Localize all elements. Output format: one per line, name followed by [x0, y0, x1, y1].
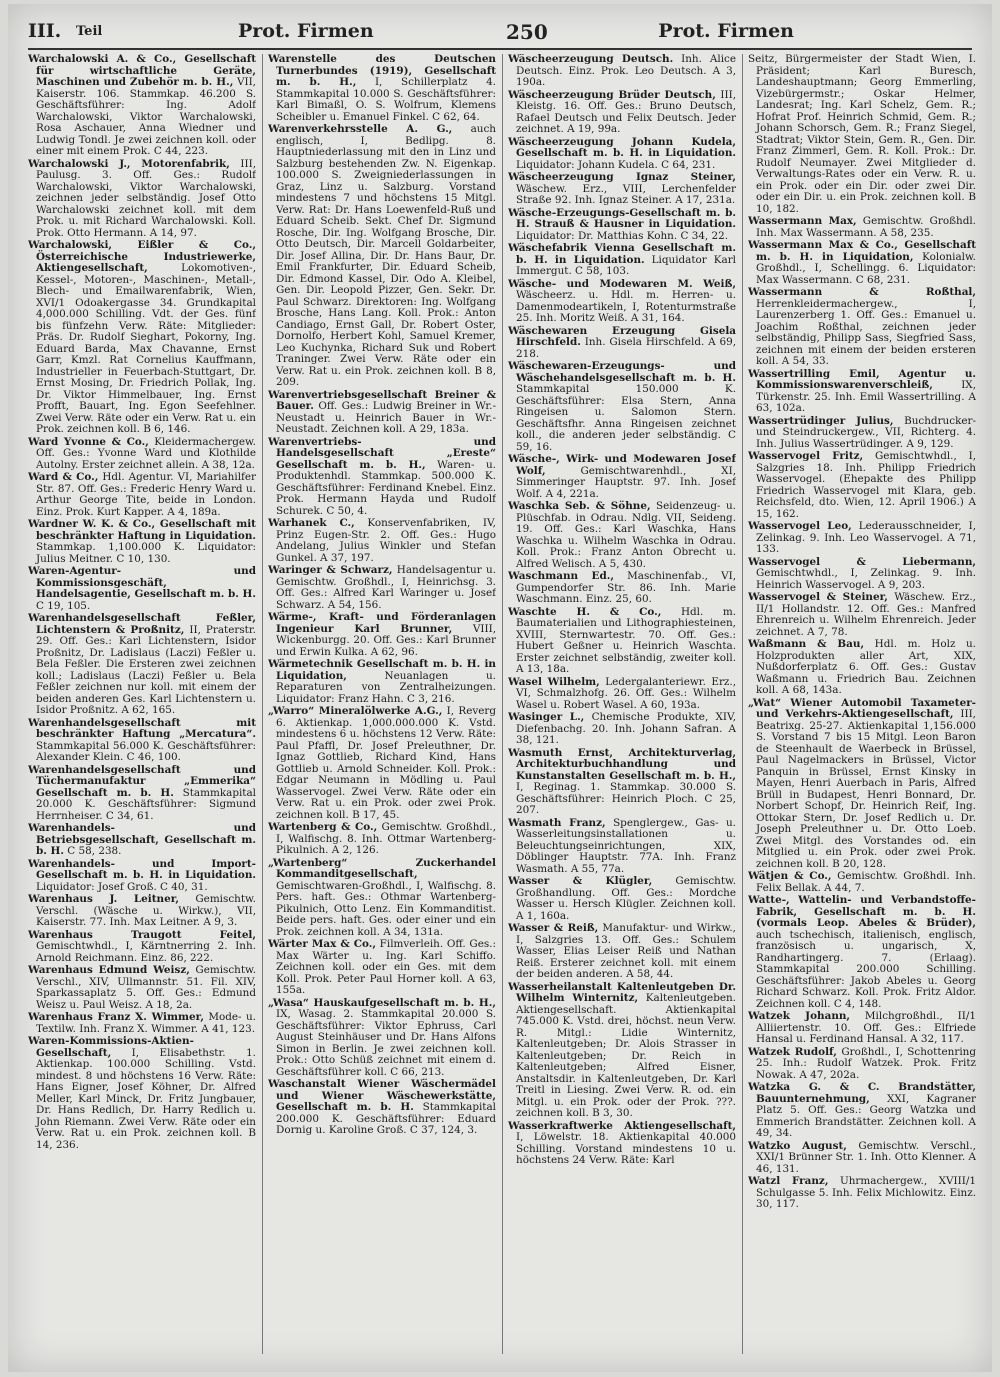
firm-name: Waschanstalt Wiener Wäschermädel und Wiener Wäschewerkstätte, Gesellschaft m. b. H. — [268, 1078, 496, 1113]
firm-name: Wasser & Klügler, — [508, 875, 653, 887]
firm-name: Wäscheerzeugung Deutsch. — [508, 54, 674, 65]
firm-name: Warenhandelsgesellschaft mit beschränkter Haftung „Mercatura“. — [28, 716, 256, 740]
firm-details: Handelsagentur u. Gemischtw. Großhdl., I, Heinrichsg. 3. Off. Ges.: Alfred Karl Waringer u. Josef Schwarz. A 54, 156. — [276, 564, 496, 611]
directory-entry — [508, 54, 736, 89]
directory-entry — [508, 748, 736, 817]
directory-entry — [508, 361, 736, 453]
firm-name: Wasservogel Leo, — [748, 520, 852, 532]
firm-name: Wassermann Max & Co., Gesellschaft m. b. H. in Liquidation, — [748, 239, 976, 263]
firm-details: Wäscheerz. u. Hdl. m. Herren- u. Damenmodeartikeln, I, Rotenturmstraße 25. Inh. Moritz Weiß. A 31, 164. — [516, 289, 736, 324]
firm-details: I, Elisabethstr. 1. Aktienkap. 100.000 Schilling. Vstd. mindest. 8 und höchstens 16 Verw. Räte: Hans Eigner, Josef Köhner, Dr. Alfred Meller, Karl Minck, Dr. Fritz Jungbauer, Dr. Hans Redlich, Dr. Harry Redlich u. John Riemann. Zwei Verw. Räte oder ein Verw. Rat u. ein Prok. zeichnen koll. B 14, 236. — [36, 1046, 256, 1151]
firm-details: III, Beatrixg. 25-27. Aktienkapital 1,156.000 S. Vorstand 7 bis 15 Mitgl. Leon Baron de Steenhault de Waerbeck in Brüssel, Paul Nagelmackers in Brüssel, Victor Panquin in Brüssel, Ernst Kinsky in Mayen, Henri Auerbach in Paris, Alfred Brüll in Budapest, Henri Bonnard, Dr. Norbert Schopf, Dr. Heinrich Reif, Ing. Ottokar Stern, Dr. Josef Redlich u. Dr. Joseph Preleuthner u. Dr. Otto Loeb. Zwei Mitgl. des Vorstandes od. ein Mitglied u. ein Prok. oder zwei Prok. zeichnen koll. B 20, 128. — [756, 708, 976, 870]
directory-entry — [268, 54, 496, 123]
firm-details: Milchgroßhdl., II/1 Alliiertenstr. 10. Off. Ges.: Elfriede Hansal u. Ferdinand Hansal. A 32, 117. — [756, 1010, 976, 1045]
directory-entry — [748, 287, 976, 368]
firm-name: Watzek Johann, — [748, 1010, 851, 1022]
firm-name: Wasser & Reiß, — [508, 922, 599, 934]
firm-name: Ward Yvonne & Co., — [28, 435, 149, 448]
firm-details: Wäschew. Erz., II/1 Hollandstr. 12. Off. Ges.: Manfred Ehrenreich u. Wilhelm Ehrenreich. Jeder zeichnet. A 7, 78. — [756, 591, 976, 638]
firm-details: IX, Wasag. 2. Stammkapital 20.000 S. Geschäftsführer: Viktor Ephruss, Carl August Steinhäuser und Dr. Hans Alfons Simon in Berlin. Je zwei zeichnen koll. Prok.: Otto Schüß zeichnet mit einem d. Geschäftsführer koll. C 66, 213. — [276, 1008, 496, 1078]
directory-entry — [508, 243, 736, 278]
directory-entry — [28, 718, 256, 764]
firm-name: Wasinger L., — [508, 711, 585, 723]
teil-label: Teil — [76, 24, 103, 39]
firm-name: Wasel Wilhelm, — [508, 675, 600, 688]
firm-details: Lederausschneider, I, Zelinkag. 9. Inh. Leo Wasservogel. A 71, 133. — [756, 520, 976, 555]
firm-details: I, Löwelstr. 18. Aktienkapital 40.000 Schilling. Vorstand mindestens 10 u. höchstens 24 Verw. Räte: Karl — [516, 1131, 736, 1166]
firm-details: Gemischtwarenhdl., XI, Simmeringer Hauptstr. 97. Inh. Josef Wolf. A 4, 221a. — [516, 464, 736, 500]
directory-entry — [28, 159, 256, 240]
firm-details: Buchdrucker- und Steindruckergew., VII, Richterg. 4. Inh. Julius Wassertrüdinger. A 9, 129. — [756, 414, 976, 450]
firm-details: Gemischtw. Verschl. (Wäsche u. Wirkw.), VII, Kaiserstr. 77. Inh. Max Leitner. A 9, 3. — [36, 893, 256, 928]
firm-name: Waringer & Schwarz, — [268, 564, 393, 576]
firm-name: Wassermann Max, — [748, 215, 857, 227]
directory-entry — [748, 521, 976, 556]
firm-details: Liquidator: Josef Groß. C 40, 31. — [36, 880, 208, 893]
firm-name: „Wasa“ Hauskaufgesellschaft m. b. H., — [268, 996, 496, 1009]
directory-entry — [268, 998, 496, 1079]
firm-name: Wäsche-Erzeugungs-Gesellschaft m. b. H. Strauß & Hausner in Liquidation. — [508, 206, 736, 230]
firm-name: Waren-Kommissions-Aktien-Gesellschaft, — [28, 1035, 194, 1059]
firm-details: C 58, 238. — [67, 845, 122, 857]
directory-entry — [28, 1036, 256, 1151]
firm-details: Manufaktur- und Wirkw., I, Salzgries 13. Off. Ges.: Schulem Wasser, Elias Leiser Reiß und Nathan Reiß. Ersterer zeichnet koll. mit einem der beiden anderen. A 58, 44. — [516, 922, 736, 980]
directory-entry — [748, 895, 976, 1010]
firm-name: Watzek Rudolf, — [748, 1045, 837, 1058]
firm-name: Waßmann & Bau, — [748, 638, 865, 650]
firm-details: Herrenkleidermachergew., I, Laurenzerberg 1. Off. Ges.: Emanuel u. Joachim Roßthal, zeichnen jeder selbständig, Philipp Sass, Siegfried Sass, zeichnen mit einem der beiden ersteren koll. A 54, 33. — [756, 297, 976, 367]
firm-details: Liquidator: Johann Kudela. C 64, 231. — [516, 158, 716, 171]
column-1 — [28, 54, 256, 1362]
directory-entry — [748, 240, 976, 286]
directory-entry — [268, 390, 496, 436]
firm-name: Warenhaus Edmund Weisz, — [28, 964, 190, 976]
directory-entry — [28, 472, 256, 518]
directory-entry — [508, 454, 736, 500]
directory-entry — [28, 240, 256, 436]
firm-name: Wasserheilanstalt Kaltenleutgeben Dr. Wilhelm Winternitz, — [508, 980, 736, 1004]
directory-entry — [748, 1047, 976, 1082]
firm-details: Lokomotiven-, Kessel-, Motoren-, Maschinen-, Metall-, Blech- und Emailwarenfabrik, Wien, XVI/1 Odoakergasse 34. Grundkapital 4,000.000 Schilling. Vdt. der Ges. fünf bis fünfzehn Verw. Räte: Mitglieder: Präs. Dr. Rudolf Sieghart, Pokorny, Ing. Eduard Barda, Max Chavanne, Ernst Garr, Kmzl. Rat Cornelius Kauffmann, Industrieller in Feuerbach-Stuttgart, Dr. Ernst Mosing, Dr. Friedrich Pollak, Ing. Dr. Viktor Himmelbauer, Ing. Ernst Profft, Bauart, Ing. Egon Seefehlner. Zwei Verw. Räte oder ein Verw. Rat u. ein Prok. zeichnen koll. B 6, 146. — [36, 262, 256, 435]
firm-details: Kaltenleutgeben. Aktiengesellschaft. Aktienkapital 745.000 K. Vstd. drei, höchst. neun Verw. R. Mitgl.: Lidie Winternitz, Kaltenleutgeben; Dr. Alois Strasser in Kaltenleutgeben; Dr. Reich in Kaltenleutgeben; Alfred Eisner, Anstaltsdir. in Kaltenleutgeben, Dr. Karl Treitl in Liesing. Zwei Verw. R. od. ein Mitgl. u. ein Prok. oder der Prok. ???. zeichnen koll. B 3, 30. — [516, 992, 736, 1119]
firm-details: I, Schillerplatz 4. Stammkapital 10.000 S. Geschäftsführer: Karl Bimaßl, O. S. Wolfrum, Klemens Scheibler u. Emanuel Finkel. C 62, 64. — [276, 76, 496, 123]
directory-entry — [508, 90, 736, 136]
firm-details: Stammkap. 1,100.000 K. Liquidator: Julius Meitner. C 10, 130. — [36, 541, 256, 565]
firm-details: Wäschew. Erz., VIII, Lerchenfelder Straße 92. Inh. Ignaz Steiner. A 17, 231a. — [516, 182, 736, 206]
page-header — [28, 20, 972, 46]
firm-details: Stammkapital 200.000 K. Geschäftsführer: Eduard Dornig u. Karoline Groß. C 37, 124, 3. — [276, 1101, 496, 1136]
directory-entry — [28, 765, 256, 823]
directory-entry — [508, 677, 736, 712]
directory-entry — [28, 54, 256, 158]
firm-details: Hdl. m. Holz u. Holzprodukten aller Art, XIX, Nußdorferplatz 6. Off. Ges.: Gustav Waßmann u. Friedrich Bau. Zeichnen koll. A 68, 143a. — [756, 638, 976, 696]
firm-details: Gemischtw. Großhdl. Inh. Felix Bellak. A 44, 7. — [756, 870, 976, 894]
directory-entry — [268, 437, 496, 518]
firm-name: Warenstelle des Deutschen Turnerbundes (1919), Gesellschaft m. b. H., — [268, 54, 496, 88]
directory-entry — [508, 818, 736, 876]
firm-details: auch tschechisch, italienisch, englisch, französisch u. ungarisch, X, Randhartingerg. 7. (Erlaag). Stammkapital 200.000 Schilling. Geschäftsführer: Jakob Abeles u. Georg Richard Schwarz. Koll. Prok. Fritz Aldor. Zeichnen koll. C 4, 148. — [756, 928, 976, 1010]
firm-name: Warchalowski J., Motorenfabrik, — [28, 157, 230, 170]
firm-details: Filmverleih. Off. Ges.: Max Wärter u. Ing. Karl Schiffo. Zeichnen koll. oder ein Ges. mit dem Koll. Prok. Peter Paul Horner koll. A 63, 155a. — [276, 938, 496, 996]
directory-entry — [268, 939, 496, 997]
firm-name: Warchalowski A. & Co., Gesellschaft für wirtschaftliche Geräte, Maschinen und Zubehör m. b. H., — [28, 54, 256, 88]
firm-details: Kolonialw. Großhdl., I, Schellingg. 6. Liquidator: Max Wassermann. C 68, 231. — [756, 250, 976, 286]
firm-name: Warenhandelsgesellschaft und Tüchermanufaktur „Emmerika“ Gesellschaft m. b. H. — [28, 763, 256, 799]
firm-details: C 19, 105. — [36, 599, 91, 612]
directory-entry — [28, 930, 256, 965]
firm-name: Wassertrüdinger Julius, — [748, 414, 894, 427]
column-2 — [268, 54, 496, 1362]
directory-entry — [268, 706, 496, 821]
firm-name: Wätjen & Co., — [748, 870, 832, 882]
firm-name: Warenhaus Traugott Feitel, — [28, 928, 256, 941]
directory-entry — [748, 871, 976, 894]
firm-name: Wäscheerzeugung Ignaz Steiner, — [508, 171, 736, 183]
firm-details: XXI, Kagraner Platz 5. Off. Ges.: Georg Watzka und Emmerich Brandstätter. Zeichnen koll. A 49, 34. — [756, 1092, 976, 1139]
firm-details: Uhrmachergew., XVIII/1 Schulgasse 5. Inh. Felix Michlowitz. Einz. 30, 117. — [756, 1175, 976, 1210]
running-title-left: Prot. Firmen — [238, 20, 374, 42]
directory-entry — [748, 216, 976, 239]
firm-details: Stammkapital 20.000 K. Geschäftsführer: Sigmund Herrnheiser. C 34, 61. — [36, 786, 256, 822]
firm-name: Wasserkraftwerke Aktiengesellschaft, — [508, 1119, 736, 1132]
firm-details: Stammkapital 150.000 K. Geschäftsführer: Elsa Stern, Anna Ringeisen u. Salomon Stern. Geschäftsfhr. Anna Ringeisen zeichnet koll., die anderen jeder selbständig. C 59, 16. — [516, 383, 736, 453]
directory-entry — [508, 571, 736, 606]
firm-name: Wärter Max & Co., — [268, 938, 376, 950]
directory-entry — [28, 965, 256, 1011]
directory-page — [8, 4, 992, 1372]
firm-details: Gemischtwhdl., I, Kärntnerring 2. Inh. Arnold Reichmann. Einz. 86, 222. — [36, 940, 256, 964]
directory-entry — [28, 613, 256, 717]
directory-entry — [508, 923, 736, 981]
directory-entry — [748, 592, 976, 638]
firm-details: Hdl. m. Baumaterialien und Lithographiesteinen, XVIII, Sternwartestr. 70. Off. Ges.: Hubert Geßner u. Heinrich Waschta. Erster zeichnet selbständig, zweiter koll. A 13, 18a. — [516, 605, 736, 675]
directory-entry — [268, 124, 496, 389]
directory-entry — [748, 1176, 976, 1211]
directory-entry — [268, 858, 496, 939]
firm-name: Wasmuth Ernst, Architekturverlag, Architekturbuchhandlung und Kunstanstalten Gesellschaft m. b. H., — [508, 746, 736, 782]
firm-name: Watte-, Wattelin- und Verbandstoffe-Fabrik, Gesellschaft m. b. H. (vormals Leop. Abeles & Brüder), — [748, 894, 976, 929]
firm-details: Seidenzeug- u. Plüschfab. in Odrau. Ndlg. VII, Seideng. 19. Off. Ges.: Karl Waschka, Hans Waschka u. Wilhelm Waschka in Odrau. Koll. Prok.: Franz Anton Obrecht u. Alfred Welisch. A 5, 430. — [516, 500, 736, 570]
firm-details: Gemischtw. Großhdl., I, Walfischg. 8. Inh. Ottmar Wartenberg-Pikulnich. A 2, 126. — [276, 821, 496, 856]
directory-entry — [508, 137, 736, 172]
directory-entry — [28, 437, 256, 472]
firm-details: Maschinenfab., VI, Gumpendorfer Str. 86. Inh. Marie Waschmann. Einz. 25, 60. — [516, 570, 736, 605]
directory-entry — [508, 326, 736, 361]
directory-entry — [268, 565, 496, 611]
firm-name: Wärme-, Kraft- und Förderanlagen Ingenieur Karl Brunner, — [268, 611, 496, 635]
firm-name: Warenhaus Franz X. Wimmer, — [28, 1011, 204, 1023]
directory-entry — [748, 639, 976, 697]
firm-details: I, Reverg 6. Aktienkap. 1,000.000.000 K. Vstd. mindestens 6 u. höchstens 12 Verw. Räte: Paul Pfaffl, Dr. Josef Preleuthner, Dr. Ignaz Gottlieb, Richard Kind, Hans Gottlieb u. Arnold Schneider. Koll. Prok.: Edgar Neumann in Mödling u. Paul Wasservogel. Zwei Verw. Räte oder ein Verw. Rat u. ein Prok. oder zwei Prok. zeichnen koll. B 17, 45. — [276, 705, 496, 821]
firm-details: Liquidator: Dr. Matthias Kohn. C 34, 22. — [516, 229, 729, 242]
directory-entry — [748, 1141, 976, 1176]
firm-details: Inh. Alice Deutsch. Einz. Prok. Leo Deutsch. A 3, 190a. — [516, 54, 736, 88]
firm-name: Waschmann Ed., — [508, 570, 614, 582]
columns — [28, 54, 978, 1362]
firm-name: Warhanek C., — [268, 517, 355, 529]
firm-name: Waschka Seb. & Söhne, — [508, 500, 651, 512]
firm-details: Gemischtwhdl., I, Zelinkag. 9. Inh. Heinrich Wasservogel. A 9, 203. — [756, 567, 976, 591]
firm-name: Warenhaus J. Leitner, — [28, 893, 180, 905]
firm-details: Off. Ges.: Ludwig Breiner in Wr.-Neustadt u. Heinrich Bauer in Wr.-Neustadt. Zeichnen koll. A 29, 183a. — [276, 400, 496, 435]
firm-details: VIII, Wickenburgg. 20. Off. Ges.: Karl Brunner und Erwin Kulka. A 62, 96. — [276, 622, 496, 658]
firm-details: Stammkapital 56.000 K. Geschäftsführer: Alexander Klein. C 46, 100. — [36, 739, 256, 763]
firm-details: Gemischtw. Verschl., XXI/1 Brünner Str. 1. Inh. Otto Klenner. A 46, 131. — [756, 1139, 976, 1175]
firm-name: Wasservogel & Liebermann, — [748, 555, 976, 568]
firm-name: „Wartenberg“ Zuckerhandel Kommanditgesellschaft, — [268, 856, 496, 880]
firm-name: Watzka G. & C. Brandstätter, Bauunternehmung, — [748, 1081, 976, 1105]
directory-entry — [508, 1121, 736, 1167]
firm-name: Wärmetechnik Gesellschaft m. b. H. in Liquidation, — [268, 658, 496, 682]
firm-name: Wasservogel & Steiner, — [748, 591, 888, 603]
firm-name: Wäschewaren Erzeugung Gisela Hirschfeld. — [508, 324, 736, 348]
firm-details: Kleidermachergew. Off. Ges.: Yvonne Ward und Klothilde Autolny. Erster zeichnet allein. A 38, 12a. — [36, 435, 256, 471]
firm-details: Hdl. Agentur. VI, Mariahilfer Str. 87. Off. Ges.: Frederic Henry Ward u. Arthur George Tite, beide in London. Einz. Prok. Kurt Kapper. A 4, 189a. — [36, 471, 256, 518]
firm-details: Inh. Gisela Hirschfeld. A 69, 218. — [516, 336, 736, 360]
directory-entry — [748, 451, 976, 520]
firm-details: Gemischtwaren-Großhdl., I, Walfischg. 8. Pers. haft. Ges.: Othmar Wartenberg-Pikulnich, Otto Lenz. Ein Kommanditist. Beide pers. haft. Ges. oder einer und ein Prok. zeichnen koll. A 34, 131a. — [276, 879, 496, 938]
firm-name: „Wat“ Wiener Automobil Taxameter- und Verkehrs-Aktiengesellschaft, — [748, 696, 976, 720]
volume-number: III. — [28, 20, 62, 42]
directory-entry — [268, 518, 496, 564]
directory-entry — [748, 416, 976, 451]
directory-entry — [508, 501, 736, 570]
firm-details: II, Praterstr. 29. Off. Ges.: Karl Lichtenstern, Isidor Proßnitz, Dr. Ladislaus (Laczi) Feßler u. Bela Feßler. Die Ersteren zwei zeichnen koll.; Ladislaus (Laczi) Feßler u. Bela Feßler zeichnen nur koll. mit einem der beiden anderen Ges. Karl Lichtenstern u. Isidor Proßnitz. A 62, 165. — [36, 623, 256, 716]
directory-entry — [28, 1012, 256, 1035]
firm-name: Wäsche-, Wirk- und Modewaren Josef Wolf, — [508, 453, 736, 477]
firm-name: Wartenberg & Co., — [268, 821, 378, 833]
firm-name: Warenvertriebs- und Handelsgesellschaft „Ereste“ Gesellschaft m. b. H., — [268, 435, 496, 471]
directory-entry — [268, 612, 496, 658]
firm-details: Großhdl., I, Schottenring 25. Inh.: Rudolf Watzek. Prok. Fritz Nowak. A 47, 202a. — [756, 1045, 976, 1081]
firm-details: Seitz, Bürgermeister der Stadt Wien, I. Präsident; Karl Buresch, Landeshauptmann; Georg Emmerling, Vizebürgermstr.; Oskar Helmer, Landesrat; Ing. Karl Schelz, Gem. R.; Hofrat Prof. Heinrich Schmid, Gem. R.; Johann Schorsch, Gem. R.; Franz Siegel, Stadtrat; Viktor Stein, Gem. R., Gen. Dir. Franz Zimmerl, Gem. R. Koll. Prok.: Dr. Rudolf Neumayer. Zwei Mitglieder d. Verwaltungs-Rates oder ein Verw. R. u. ein Prok. oder ein Dir. oder zwei Dir. oder ein Dir. u. ein Prok. zeichnen koll. B 10, 182. — [748, 54, 976, 215]
firm-name: Warenhandelsgesellschaft Feßler, Lichtenstern & Proßnitz, — [28, 612, 256, 636]
header-rule — [28, 48, 972, 50]
firm-name: Watzko August, — [748, 1139, 847, 1152]
firm-details: VII, Kaiserstr. 106. Stammkap. 46.200 S. Geschäftsführer: Ing. Adolf Warchalowski, Viktor Warchalowski, Rosa Aschauer, Anna Wiedner und Ludwig Tondl. Je zwei zeichnen koll. oder einer mit einem Prok. C 44, 223. — [36, 76, 256, 157]
directory-entry — [508, 279, 736, 325]
firm-name: Warenhandels- und Betriebsgesellschaft, Gesellschaft m. b. H. — [28, 822, 256, 857]
directory-entry — [508, 607, 736, 676]
directory-entry — [748, 557, 976, 592]
firm-name: Wassertrilling Emil, Agentur u. Kommissionswarenverschleiß, — [748, 367, 976, 391]
page-number: 250 — [506, 20, 548, 44]
directory-entry — [268, 659, 496, 705]
firm-name: Wäsche- und Modewaren M. Weiß, — [508, 277, 736, 290]
firm-details: Waren- u. Produktenhdl. Stammkap. 500.000 K. Geschäftsführer: Ferdinand Knebel. Einz. Prok. Hermann Hayda und Rudolf Schurek. C 50, 4. — [276, 458, 496, 517]
firm-name: Ward & Co., — [28, 471, 99, 483]
firm-details: III, Paulusg. 3. Off. Ges.: Rudolf Warchalowski, Viktor Warchalowski, zeichnen jeder selbständig. Josef Otto Warchalowski zeichnet koll. mit dem Prok. u. mit Richard Warchalowski. Koll. Prok. Otto Hermann. A 14, 97. — [36, 157, 256, 239]
directory-entry — [28, 519, 256, 565]
firm-details: Gemischtwhdl., I, Salzgries 18. Inh. Philipp Friedrich Wasservogel. (Ehepakte des Philipp Friedrich Wasservogel mit Klara, geb. Reichsfeld, dto. Wien, 12. April 1906.) A 15, 162. — [756, 450, 976, 520]
firm-name: Waren-Agentur- und Kommissionsgeschäft, Handelsagentie, Gesellschaft m. b. H. — [28, 565, 256, 600]
directory-entry — [28, 566, 256, 612]
firm-name: Watzl Franz, — [748, 1175, 829, 1187]
directory-entry — [748, 1082, 976, 1140]
directory-entry — [508, 172, 736, 207]
column-4 — [748, 54, 976, 1362]
firm-details: Gemischtw. Großhandlung. Off. Ges.: Mordche Wasser u. Hersch Klügler. Zeichnen koll. A 1, 160a. — [516, 875, 736, 922]
firm-details: Neuanlagen u. Reparaturen von Zentralheizungen. Liquidator: Franz Hahn. C 3, 216. — [276, 669, 496, 705]
firm-details: Spenglergew., Gas- u. Wasserleitungsinstallationen u. Beleuchtungseinrichtungen, XIX, Döblinger Hauptstr. 77A. Inh. Franz Wasmath. A 55, 77a. — [516, 816, 736, 875]
firm-name: „Warro“ Mineralölwerke A.G., — [268, 705, 443, 717]
directory-entry — [748, 369, 976, 415]
directory-entry — [508, 982, 736, 1120]
directory-entry — [748, 1011, 976, 1046]
firm-name: Wardner W. K. & Co., Gesellschaft mit beschränkter Haftung in Liquidation. — [28, 518, 256, 542]
firm-details: Mode- u. Textilw. Inh. Franz X. Wimmer. A 41, 123. — [36, 1011, 256, 1035]
firm-name: Warenvertriebsgesellschaft Breiner & Bauer. — [268, 388, 496, 412]
firm-name: Wasmath Franz, — [508, 816, 606, 829]
directory-entry — [268, 822, 496, 857]
directory-entry — [28, 894, 256, 929]
firm-name: Wassermann & Roßthal, — [748, 286, 976, 298]
firm-details: III, Kleistg. 16. Off. Ges.: Bruno Deutsch, Rafael Deutsch und Felix Deutsch. Jeder zeichnet. A 19, 99a. — [516, 88, 736, 135]
firm-details: Ledergalanteriewr. Erz., VI, Schmalzhofg. 26. Off. Ges.: Wilhelm Wasel u. Robert Wasel. A 60, 193a. — [516, 675, 736, 711]
firm-details: Gemischtw. Großhdl. Inh. Max Wassermann. A 58, 235. — [756, 215, 976, 239]
directory-entry — [508, 208, 736, 243]
firm-name: Warchalowski, Eißler & Co., Österreichische Industriewerke, Aktiengesellschaft, — [28, 239, 256, 274]
firm-details: Liquidator Karl Immergut. C 58, 103. — [516, 253, 736, 277]
directory-entry — [508, 712, 736, 747]
firm-details: Konservenfabriken, IV, Prinz Eugen-Str. 2. Off. Ges.: Hugo Andelang, Julius Winkler und Stefan Gunkel. A 37, 197. — [276, 517, 496, 564]
firm-name: Waschte H. & Co., — [508, 605, 662, 618]
firm-details: IX, Türkenstr. 25. Inh. Emil Wassertrilling. A 63, 102a. — [756, 379, 976, 414]
directory-entry — [748, 54, 976, 215]
directory-entry — [28, 823, 256, 858]
directory-entry — [748, 698, 976, 871]
directory-entry — [268, 1079, 496, 1137]
firm-details: Gemischtw. Verschl., XIV, Ullmannstr. 51. Fil. XIV, Sparkassaplatz 5. Off. Ges.: Edmund Weisz u. Paul Weisz. A 18, 2a. — [36, 964, 256, 1011]
directory-entry — [508, 876, 736, 922]
firm-name: Warenhandels- und Import-Gesellschaft m. b. H. in Liquidation. — [28, 857, 256, 881]
firm-details: auch englisch, I, Bedlipg. 8. Hauptniederlassung mit den in Linz und Salzburg bestehenden Zw. N. Eigenkap. 100.000 S. Zweigniederlassungen in Graz, Linz u. Salzburg. Vorstand mindestens 7 und höchstens 15 Mitgl. Verw. Rat: Dr. Hans Loewenfeld-Ruß und Eduard Scheib. Sekt. Chef Dr. Sigmund Rosche, Dir. Ing. Wolfgang Brosche, Dir. Otto Deutsch, Dir. Marcell Goldarbeiter, Dir. Josef Allina, Dir. Dr. Hans Baur, Dr. Emil Frankfurter, Dir. Eduard Scheib, Dir. Edmond Kassel, Dir. Odo A. Kleibel, Gen. Dir. Leopold Pizzer, Gen. Sekr. Dr. Paul Schwarz. Direktoren: Ing. Wolfgang Brosche, Hans Lang. Koll. Prok.: Anton Candiago, Ernst Gall, Dr. Robert Oster, Dornolfo, Herbert Kohl, Samuel Kremer, Leo Kuchynka, Richard Suk und Robert Traninger. Zwei Verw. Räte oder ein Verw. Rat u. ein Prok. zeichnen koll. B 8, 209. — [276, 123, 496, 388]
column-3 — [508, 54, 736, 1362]
firm-details: I, Reginag. 1. Stammkap. 30.000 S. Geschäftsführer: Heinrich Ploch. C 25, 207. — [516, 781, 736, 816]
directory-entry — [28, 859, 256, 894]
firm-name: Wäscheerzeugung Brüder Deutsch, — [508, 88, 716, 101]
firm-name: Wäschewaren-Erzeugungs- und Wäschehandelsgesellschaft m. b. H. — [508, 360, 736, 384]
running-title-right: Prot. Firmen — [658, 20, 794, 42]
firm-name: Wasservogel Fritz, — [748, 450, 864, 462]
firm-name: Wäschefabrik Vienna Gesellschaft m. b. H. in Liquidation. — [508, 242, 736, 266]
firm-name: Warenverkehrsstelle A. G., — [268, 123, 453, 135]
firm-name: Wäscheerzeugung Johann Kudela, Gesellschaft m. b. H. in Liquidation. — [508, 135, 736, 159]
firm-details: Chemische Produkte, XIV, Diefenbachg. 20. Inh. Johann Safran. A 38, 121. — [516, 711, 736, 746]
